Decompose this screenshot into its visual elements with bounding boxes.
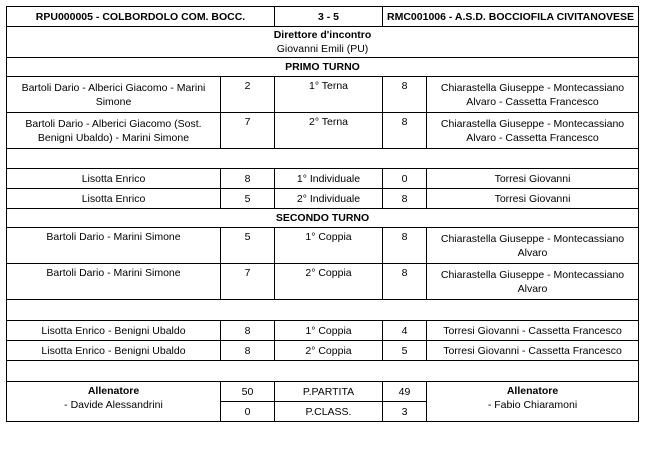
home-players-line1: Bartoli Dario - Alberici Giacomo (Sost. [25, 117, 202, 130]
director-row [7, 27, 639, 58]
partita-label: P.PARTITA [275, 382, 383, 402]
game-label: 1° Coppia [275, 228, 383, 264]
away-coach-name: - Fabio Chiaramoni [487, 399, 578, 411]
game-label: 1° Terna [275, 77, 383, 113]
away-players-line1: Chiarastella Giuseppe - Montecassiano [440, 117, 625, 130]
table-row [7, 189, 639, 209]
match-score: 3 - 5 [275, 7, 383, 27]
spacer-cell [7, 149, 639, 169]
away-score: 4 [383, 321, 427, 341]
away-players [427, 228, 639, 264]
home-coach-cell [7, 382, 221, 422]
away-players-line1: Chiarastella Giuseppe - Montecassiano [440, 81, 625, 94]
away-players-line1: Chiarastella Giuseppe - Montecassiano [440, 268, 625, 281]
away-players [427, 77, 639, 113]
away-team-name: RMC001006 - A.S.D. BOCCIOFILA CIVITANOVESE [383, 7, 639, 27]
away-score: 8 [383, 189, 427, 209]
table-row [7, 341, 639, 361]
game-label: 2° Terna [275, 113, 383, 149]
home-score: 7 [221, 264, 275, 300]
game-label: 2° Individuale [275, 189, 383, 209]
home-players: Bartoli Dario - Marini Simone [7, 228, 221, 264]
away-players: Torresi Giovanni [427, 189, 639, 209]
away-score: 8 [383, 264, 427, 300]
home-partita-points: 50 [221, 382, 275, 402]
table-row [7, 228, 639, 264]
away-players: Torresi Giovanni - Cassetta Francesco [427, 321, 639, 341]
spacer-row [7, 361, 639, 382]
home-score: 8 [221, 341, 275, 361]
away-players [427, 113, 639, 149]
match-report-table [6, 6, 639, 422]
spacer-row [7, 300, 639, 321]
home-score: 7 [221, 113, 275, 149]
away-players-line2: Alvaro [517, 282, 548, 295]
game-label: 2° Coppia [275, 341, 383, 361]
section-primo-turno [7, 58, 639, 77]
home-players [7, 77, 221, 113]
home-coach-name: - Davide Alessandrini [64, 399, 163, 411]
home-score: 8 [221, 321, 275, 341]
table-row [7, 321, 639, 341]
home-players: Lisotta Enrico - Benigni Ubaldo [7, 321, 221, 341]
spacer-cell [7, 300, 639, 321]
away-players [427, 264, 639, 300]
away-coach-label: Allenatore [506, 385, 559, 397]
away-score: 0 [383, 169, 427, 189]
table-row [7, 169, 639, 189]
class-label: P.CLASS. [275, 402, 383, 422]
home-players [7, 113, 221, 149]
home-score: 5 [221, 189, 275, 209]
spacer-row [7, 149, 639, 169]
spacer-cell [7, 361, 639, 382]
home-players: Lisotta Enrico [7, 169, 221, 189]
section-title: PRIMO TURNO [7, 58, 639, 77]
director-cell [7, 27, 639, 58]
home-players-line1: Bartoli Dario - Alberici Giacomo - Marini [21, 81, 206, 94]
section-secondo-turno [7, 209, 639, 228]
away-players-line2: Alvaro - Cassetta Francesco [466, 131, 599, 144]
home-team-name: RPU000005 - COLBORDOLO COM. BOCC. [7, 7, 275, 27]
away-score: 8 [383, 77, 427, 113]
home-score: 5 [221, 228, 275, 264]
section-title: SECONDO TURNO [7, 209, 639, 228]
game-label: 1° Coppia [275, 321, 383, 341]
away-players-line2: Alvaro - Cassetta Francesco [466, 95, 599, 108]
home-players: Bartoli Dario - Marini Simone [7, 264, 221, 300]
home-players-line2: Simone [95, 95, 132, 108]
away-score: 8 [383, 113, 427, 149]
header-row [7, 7, 639, 27]
home-coach-label: Allenatore [87, 385, 140, 397]
home-players: Lisotta Enrico - Benigni Ubaldo [7, 341, 221, 361]
director-label: Direttore d'incontro [273, 29, 372, 41]
home-score: 8 [221, 169, 275, 189]
away-players: Torresi Giovanni - Cassetta Francesco [427, 341, 639, 361]
match-report-sheet [6, 6, 639, 422]
away-players-line2: Alvaro [517, 246, 548, 259]
game-label: 2° Coppia [275, 264, 383, 300]
away-class-points: 3 [383, 402, 427, 422]
away-score: 8 [383, 228, 427, 264]
table-row [7, 77, 639, 113]
game-label: 1° Individuale [275, 169, 383, 189]
away-players: Torresi Giovanni [427, 169, 639, 189]
away-partita-points: 49 [383, 382, 427, 402]
table-row [7, 264, 639, 300]
home-players-line2: Benigni Ubaldo) - Marini Simone [37, 131, 190, 144]
home-score: 2 [221, 77, 275, 113]
director-name: Giovanni Emili (PU) [276, 43, 369, 55]
footer-row-partita [7, 382, 639, 402]
away-score: 5 [383, 341, 427, 361]
home-players: Lisotta Enrico [7, 189, 221, 209]
table-row [7, 113, 639, 149]
home-class-points: 0 [221, 402, 275, 422]
away-players-line1: Chiarastella Giuseppe - Montecassiano [440, 232, 625, 245]
away-coach-cell [427, 382, 639, 422]
